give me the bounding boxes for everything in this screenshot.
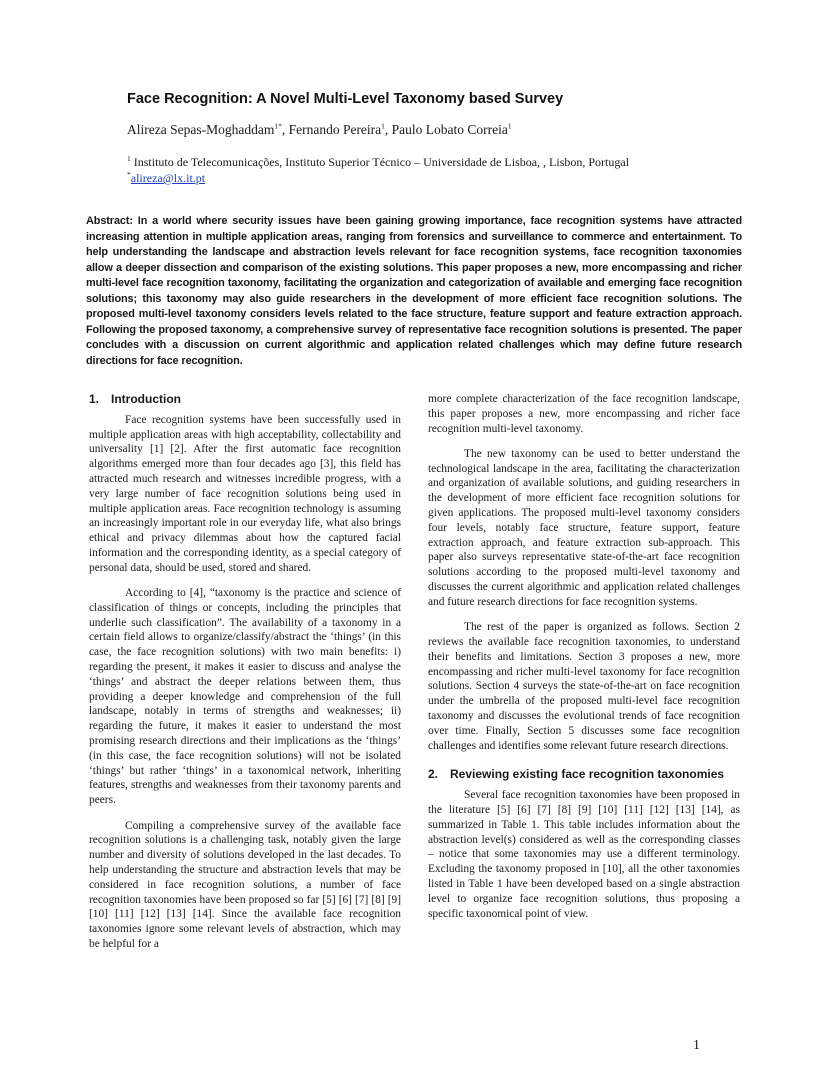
body-paragraph: The new taxonomy can be used to better understand the technological landscape in the area, facilitating the characterization and organization of available solutions, and guiding researchers in the development of more efficient face recognition solutions for given applications. The proposed multi-level taxonomy considers four levels, notably face structure, feature support, feature extraction approach, and feature extraction sub-approach. This paper also surveys representative state-of-the-art face recognition solutions according to the proposed multi-level taxonomy and discusses the current algorithmic and application related challenges and future research directions for face recognition systems. [428, 447, 740, 608]
affiliation-sup: 1 [127, 154, 131, 163]
author-sup: 1 [381, 121, 385, 131]
email-link[interactable]: alireza@lx.it.pt [130, 171, 206, 185]
section-heading-reviewing [428, 767, 740, 782]
affiliation-line [127, 154, 747, 170]
author-list [127, 122, 747, 138]
author-name: Fernando Pereira [288, 122, 382, 137]
section-title: Reviewing existing face recognition taxonomies [450, 767, 725, 782]
affiliation-block [127, 154, 747, 186]
body-paragraph: Face recognition systems have been successfully used in multiple application areas with high acceptability, collectability and universality [1] [2]. After the first automatic face recognition algorithms emerged more than four decades ago [3], this field has attracted much research and witnesses incredible progress, with a very large number of face recognition solutions being used in multiple application areas. Face recognition technology is assuming an increasingly important role in our everyday life, what also brings ethical and privacy dilemmas about how the captured facial information and the corresponding identity, as a special category of personal data, should be used, stored and shared. [89, 413, 401, 574]
page-number: 1 [693, 1038, 700, 1053]
section-heading-introduction [89, 392, 401, 407]
email-sup: * [127, 170, 131, 179]
author-name: Paulo Lobato Correia [391, 122, 508, 137]
left-column [89, 392, 401, 962]
paper-title: Face Recognition: A Novel Multi-Level Taxonomy based Survey [127, 91, 564, 107]
section-title: Introduction [111, 392, 181, 406]
section-number: 2. [428, 767, 439, 782]
body-paragraph: more complete characterization of the face recognition landscape, this paper proposes a new, more encompassing and richer face recognition multi-level taxonomy. [428, 393, 740, 435]
author-sup: 1 [507, 121, 512, 131]
email-line [127, 170, 747, 186]
author-sep: , [384, 122, 392, 137]
body-paragraph: Several face recognition taxonomies have been proposed in the literature [5] [6] [7] [8] [9] [10] [11] [12] [13] [14], as summarized in Table 1. This table includes information about the abstraction level(s) considered as well as the corresponding classes – notice that some taxonomies may use a different terminology. Excluding the taxonomy proposed in [10], all the other taxonomies listed in Table 1 have been developed based on a single abstraction level to organize face recognition solutions, thus proposing a specific taxonomical point of view. [428, 789, 740, 920]
author-name: Alireza Sepas-Moghaddam [127, 122, 275, 137]
abstract: Abstract: In a world where security issues have been gaining growing importance, face recognition systems have attracted increasing attention in multiple application areas, ranging from forensics and surveillance to commerce and entertainment. To help understanding the landscape and abstraction levels relevant for face recognition systems, face recognition taxonomies allow a deeper dissection and comparison of the existing solutions. This paper proposes a new, more encompassing and richer multi-level face recognition taxonomy, facilitating the organization and categorization of available and emerging face recognition solutions; this taxonomy may also guide researchers in the development of more efficient face recognition solutions. The proposed multi-level taxonomy considers levels related to the face structure, feature support and feature extraction approach. Following the proposed taxonomy, a comprehensive survey of representative face recognition solutions is presented. The paper concludes with a discussion on current algorithmic and application related challenges which may define future research directions for face recognition. [86, 215, 742, 367]
author-sup: 1* [274, 121, 282, 131]
body-paragraph: According to [4], “taxonomy is the practice and science of classification of things or concepts, including the principles that underlie such classification”. The availability of a taxonomy in a certain field allows to organize/classify/abstract the ‘things’ (in this case, the face recognition solutions) with two main benefits: i) regarding the present, it makes it easier to discuss and analyse the ‘things’ and abstract the deeper relations between them, thus providing a deeper knowledge and comprehension of the full landscape, notably in terms of strengths and weaknesses; ii) regarding the future, it makes it easier to understand the most promising research directions and their implications as the ‘things’ (in this case, the face recognition solutions) will not be isolated ‘things’ but rather ‘things’ in a taxonomical network, inheriting features, strengths and weaknesses from their taxonomy parents and peers. [89, 587, 401, 807]
body-paragraph: Compiling a comprehensive survey of the available face recognition solutions is a challenging task, notably given the large number and diversity of solutions developed in the last decades. To help understanding the structure and abstraction levels that may be considered in face recognition solutions, a number of face recognition taxonomies have been proposed so far [5] [6] [7] [8] [9] [10] [11] [12] [13] [14]. Since the available face recognition taxonomies ignore some relevant levels of abstraction, which may be helpful for a [89, 819, 401, 950]
right-column [428, 392, 740, 932]
section-number: 1. [89, 392, 100, 406]
author-sep: , [281, 122, 289, 137]
affiliation-text: Instituto de Telecomunicações, Instituto Superior Técnico – Universidade de Lisboa, , Lisbon, Portugal [133, 155, 630, 169]
body-paragraph: The rest of the paper is organized as follows. Section 2 reviews the available face recognition taxonomies, to understand their benefits and limitations. Section 3 proposes a new, more encompassing and richer multi-level taxonomy for face recognition solutions. Section 4 surveys the state-of-the-art on face recognition under the umbrella of the proposed multi-level face recognition taxonomy and discusses the evolutional trends of face recognition over time. Finally, Section 5 discusses some face recognition challenges and identifies some relevant future research directions. [428, 621, 740, 752]
